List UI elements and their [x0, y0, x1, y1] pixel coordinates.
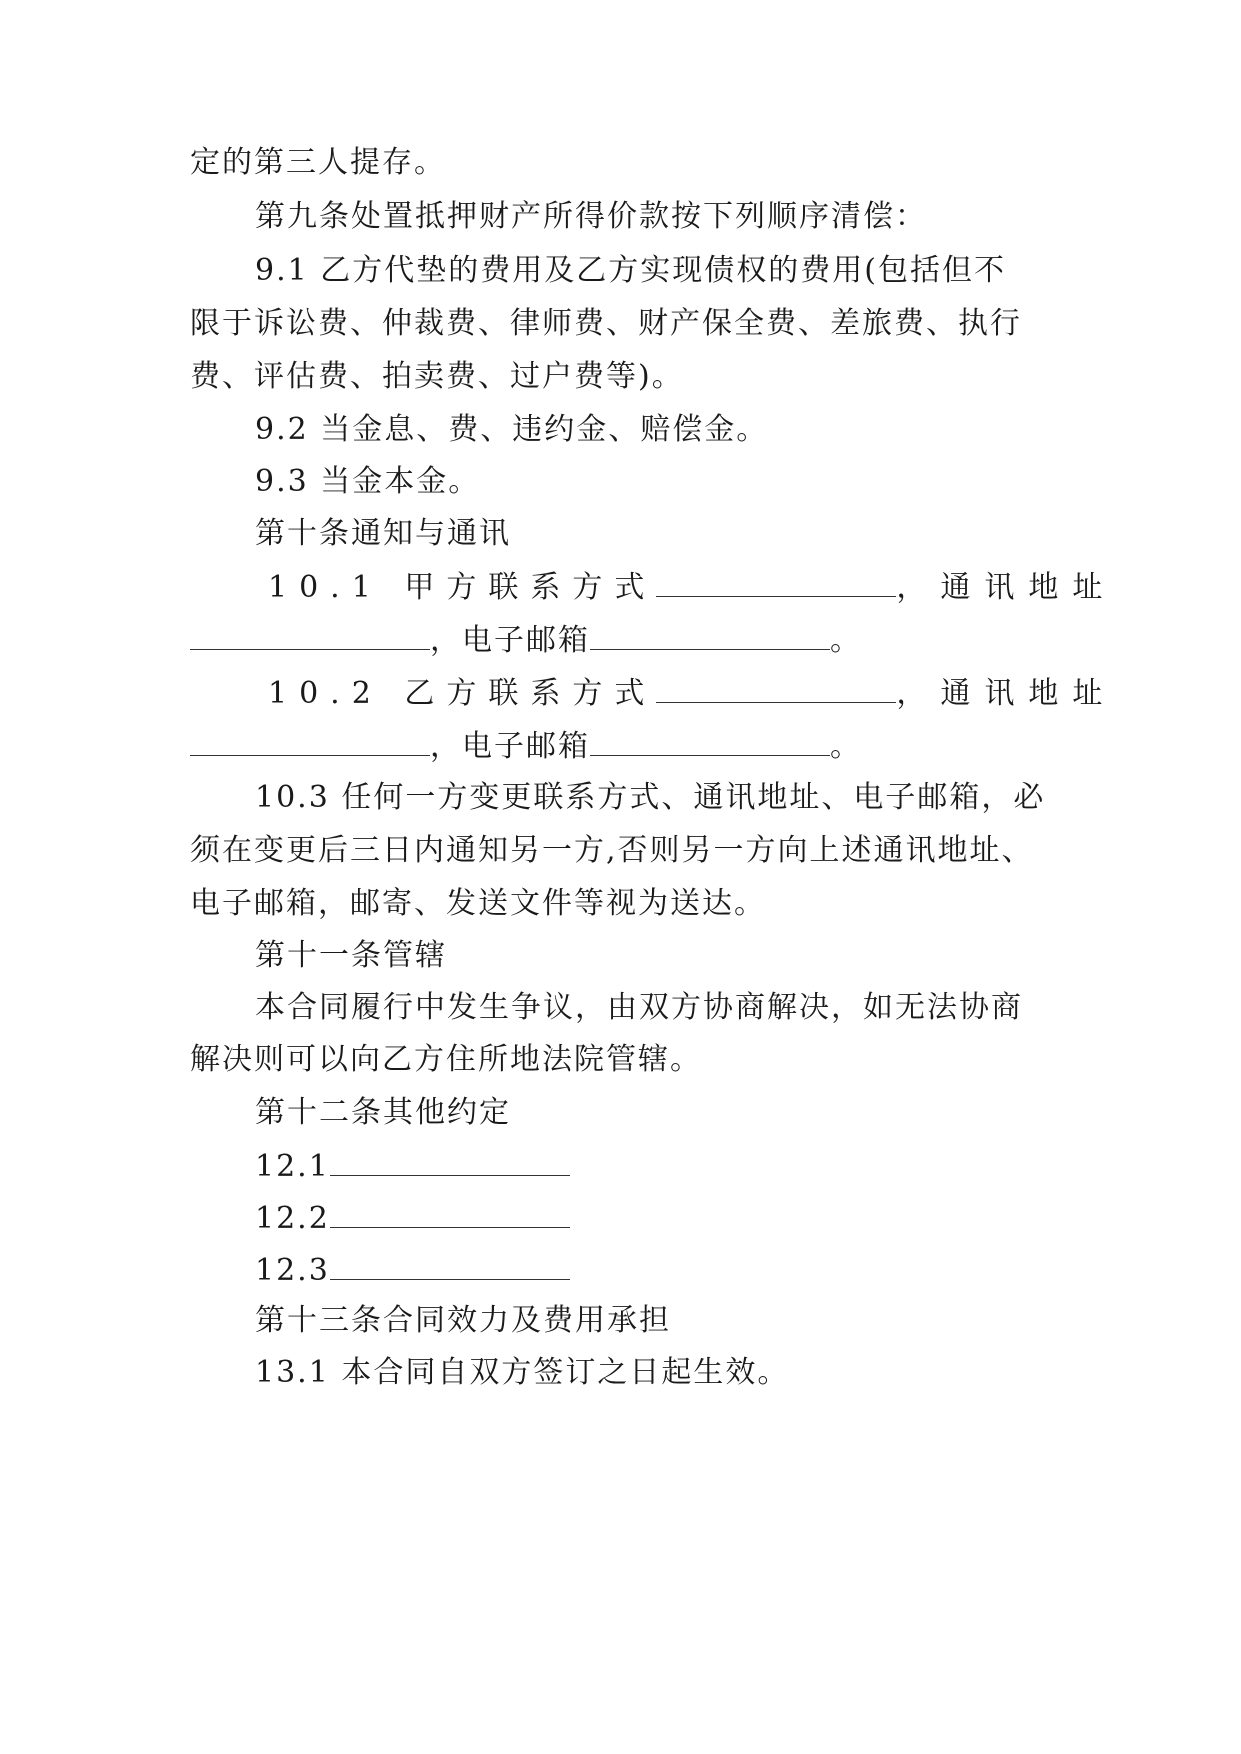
party-a-email-blank[interactable]	[590, 619, 830, 650]
clause-12-2	[255, 1197, 570, 1239]
clause-12-3	[255, 1249, 570, 1291]
party-b-email-blank[interactable]	[590, 725, 830, 756]
clause-9-1-line-3: 费、评估费、拍卖费、过户费等)。	[190, 359, 684, 394]
clause-9-2: 9.2 当金息、费、违约金、赔偿金。	[255, 412, 769, 447]
article-11-line-2: 解决则可以向乙方住所地法院管辖。	[190, 1042, 702, 1077]
clause-10-2-line-2	[190, 725, 862, 767]
clause-12-1-label: 12.1	[255, 1149, 330, 1184]
end-mark: 。	[830, 623, 862, 658]
clause-10-3-line-1: 10.3 任何一方变更联系方式、通讯地址、电子邮箱，必	[255, 780, 1046, 815]
clause-9-3: 9.3 当金本金。	[255, 464, 481, 499]
clause-9-1-line-1: 9.1 乙方代垫的费用及乙方实现债权的费用(包括但不	[255, 253, 1006, 288]
article-11-line-1: 本合同履行中发生争议，由双方协商解决，如无法协商	[255, 990, 1023, 1025]
clause-12-2-label: 12.2	[255, 1201, 330, 1236]
clause-13-1: 13.1 本合同自双方签订之日起生效。	[255, 1355, 790, 1390]
party-a-contact-blank[interactable]	[656, 566, 896, 597]
paragraph-line: 定的第三人提存。	[190, 145, 446, 180]
party-b-address-blank[interactable]	[190, 725, 430, 756]
clause-12-2-blank[interactable]	[330, 1197, 570, 1228]
clause-9-1-line-2: 限于诉讼费、仲裁费、律师费、财产保全费、差旅费、执行	[190, 306, 1022, 341]
clause-12-3-blank[interactable]	[330, 1249, 570, 1280]
article-11-heading: 第十一条管辖	[255, 938, 447, 973]
email-label: ，电子邮箱	[430, 729, 590, 764]
clause-10-3-line-2: 须在变更后三日内通知另一方,否则另一方向上述通讯地址、	[190, 833, 1034, 868]
party-a-address-blank[interactable]	[190, 619, 430, 650]
clause-10-3-line-3: 电子邮箱，邮寄、发送文件等视为送达。	[190, 886, 766, 921]
clause-10-2-label: 10.2 乙方联系方式	[268, 676, 657, 711]
clause-10-2-line-1	[268, 672, 1116, 714]
article-10-heading: 第十条通知与通讯	[255, 516, 511, 551]
clause-10-1-line-2	[190, 619, 862, 661]
clause-12-1-blank[interactable]	[330, 1145, 570, 1176]
address-label: ，通讯地址	[896, 676, 1117, 711]
end-mark: 。	[830, 729, 862, 764]
party-b-contact-blank[interactable]	[656, 672, 896, 703]
clause-10-1-label: 10.1 甲方联系方式	[268, 570, 657, 605]
address-label: ，通讯地址	[896, 570, 1117, 605]
article-13-heading: 第十三条合同效力及费用承担	[255, 1303, 671, 1338]
article-12-heading: 第十二条其他约定	[255, 1095, 511, 1130]
clause-12-3-label: 12.3	[255, 1253, 330, 1288]
clause-10-1-line-1	[268, 566, 1116, 608]
article-9-heading: 第九条处置抵押财产所得价款按下列顺序清偿：	[255, 199, 927, 234]
email-label: ，电子邮箱	[430, 623, 590, 658]
clause-12-1	[255, 1145, 570, 1187]
